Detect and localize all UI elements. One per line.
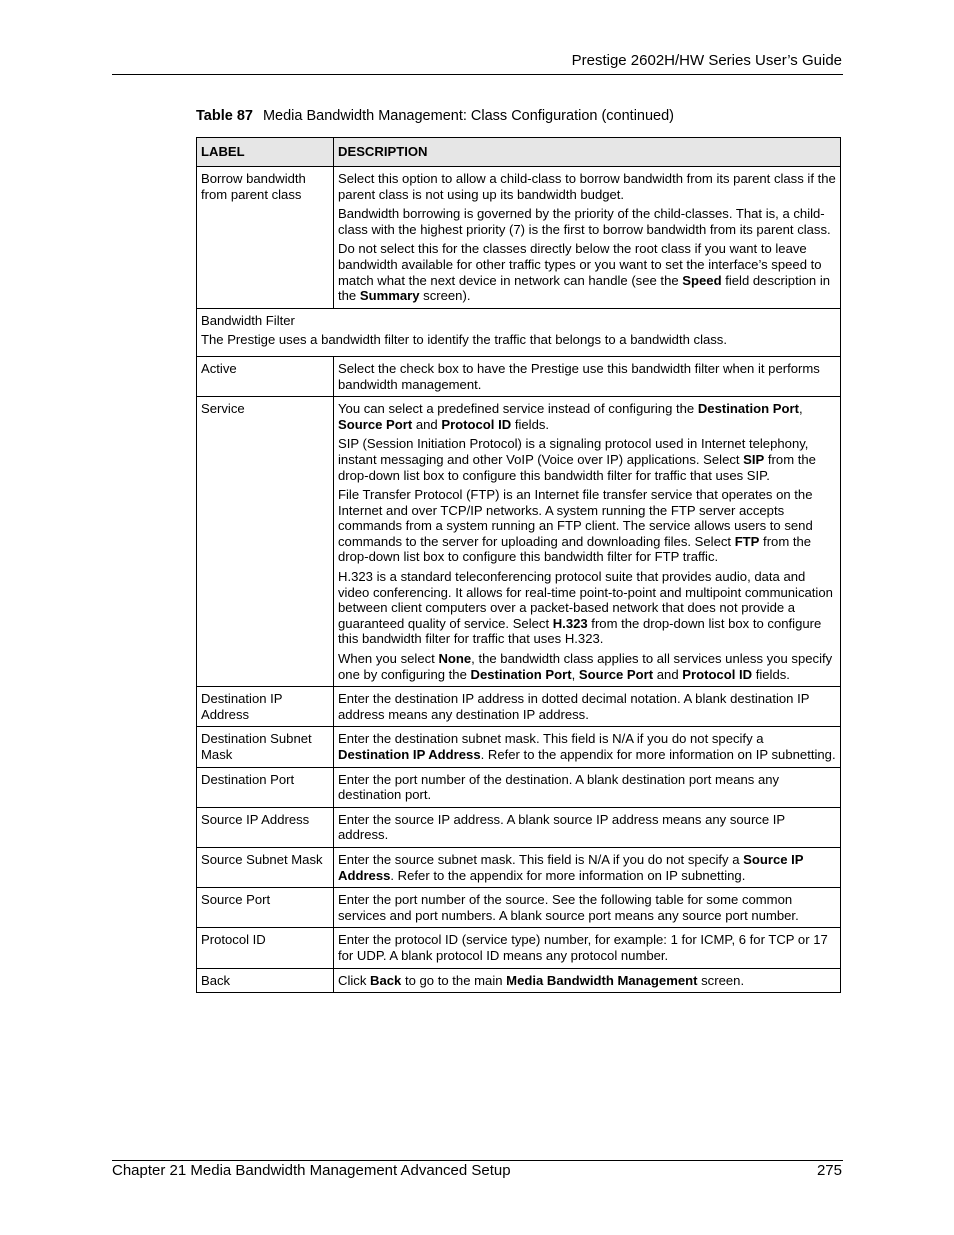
table-number: Table 87 bbox=[196, 108, 253, 124]
text-run: . Refer to the appendix for more information on IP subnetting. bbox=[480, 747, 836, 762]
text-run: to go to the main bbox=[401, 972, 507, 988]
table-header-row bbox=[197, 138, 841, 167]
table-row bbox=[197, 727, 841, 767]
text-run: You can select a predefined service instead of configuring the bbox=[338, 401, 698, 417]
text-run: SIP (Session Initiation Protocol) is a signaling protocol used in Internet telephony, instant messaging and other VoIP (Voice over IP) applications. Select bbox=[338, 436, 809, 467]
row-label: Destination IP Address bbox=[197, 687, 334, 727]
row-label: Source IP Address bbox=[197, 807, 334, 847]
text-run: and bbox=[653, 666, 683, 682]
row-label: Back bbox=[197, 968, 334, 993]
row-description: Enter the port number of the destination. A blank destination port means any destination port. bbox=[334, 767, 841, 807]
bold-term: Source Port bbox=[578, 666, 654, 682]
row-label: Active bbox=[197, 356, 334, 396]
text-run: Click bbox=[338, 972, 371, 988]
text-run: fields. bbox=[752, 666, 790, 682]
text-run: , the bandwidth class applies to all services unless you specify one by configuring the bbox=[338, 651, 833, 682]
row-label: Source Port bbox=[197, 888, 334, 928]
description-paragraph bbox=[338, 487, 836, 565]
text-run: When you select bbox=[338, 651, 439, 667]
bold-term: Destination Port bbox=[697, 401, 799, 417]
bold-term: Source IP Address bbox=[338, 851, 804, 883]
bold-term: Speed bbox=[682, 272, 722, 288]
text-run: screen). bbox=[419, 288, 471, 304]
column-header-description: DESCRIPTION bbox=[334, 138, 841, 167]
table-row-section bbox=[197, 308, 841, 356]
footer-chapter: Chapter 21 Media Bandwidth Management Advanced Setup bbox=[112, 1162, 511, 1179]
row-description bbox=[334, 847, 841, 887]
description-paragraph bbox=[338, 241, 836, 303]
table-row bbox=[197, 397, 841, 687]
bandwidth-filter-section bbox=[197, 308, 841, 356]
table-title: Media Bandwidth Management: Class Configuration (continued) bbox=[262, 108, 675, 124]
footer-rule bbox=[112, 1160, 843, 1161]
row-description: Enter the destination IP address in dotted decimal notation. A blank destination IP address means any destination IP address. bbox=[334, 687, 841, 727]
row-label: Source Subnet Mask bbox=[197, 847, 334, 887]
description-paragraph bbox=[338, 401, 836, 432]
text-run: fields. bbox=[511, 416, 550, 432]
table-row bbox=[197, 767, 841, 807]
description-paragraph bbox=[338, 569, 836, 647]
table-row bbox=[197, 928, 841, 968]
class-config-table bbox=[196, 137, 841, 993]
text-run: File Transfer Protocol (FTP) is an Internet file transfer service that operates on the Internet and over TCP/IP networks. A system running the FTP server accepts commands from a system running an FTP client. The service allows users to send commands to the server for uploading and downloading files. Select bbox=[338, 487, 813, 549]
bold-term: Destination IP Address bbox=[338, 747, 481, 762]
table-caption bbox=[196, 108, 674, 124]
text-run: H.323 is a standard teleconferencing protocol suite that provides audio, data and video conferencing. It allows for real-time point-to-point and multipoint communication between client computers over a packet-based network that does not provide a guaranteed quality of service. Select bbox=[338, 569, 833, 631]
text-run: . Refer to the appendix for more information on IP subnetting. bbox=[390, 867, 746, 883]
description-paragraph: Bandwidth borrowing is governed by the priority of the child-classes. That is, a child-class with the highest priority (7) is the first to borrow bandwidth from its parent class. bbox=[338, 206, 831, 237]
section-description: The Prestige uses a bandwidth filter to identify the traffic that belongs to a bandwidth class. bbox=[201, 332, 727, 348]
text-run: Enter the source subnet mask. This field is N/A if you do not specify a bbox=[338, 851, 744, 867]
row-label: Borrow bandwidth from parent class bbox=[197, 167, 334, 309]
bold-term: Media Bandwidth Management bbox=[506, 972, 698, 988]
text-run: and bbox=[412, 416, 442, 432]
description-paragraph bbox=[338, 436, 836, 483]
row-label: Destination Port bbox=[197, 767, 334, 807]
header-rule bbox=[112, 74, 843, 75]
bold-term: None bbox=[438, 651, 472, 667]
row-description bbox=[334, 167, 841, 309]
running-header: Prestige 2602H/HW Series User’s Guide bbox=[571, 52, 842, 69]
bold-term: Summary bbox=[359, 288, 420, 304]
description-paragraph bbox=[338, 651, 836, 682]
bold-term: H.323 bbox=[552, 615, 588, 631]
section-title: Bandwidth Filter bbox=[201, 312, 295, 328]
text-run: field description in the bbox=[338, 272, 831, 304]
row-label: Service bbox=[197, 397, 334, 687]
table-row bbox=[197, 356, 841, 396]
table-row bbox=[197, 687, 841, 727]
table-row bbox=[197, 167, 841, 309]
text-run: screen. bbox=[697, 972, 745, 988]
row-label: Destination Subnet Mask bbox=[197, 727, 334, 767]
text-run: , bbox=[571, 666, 579, 682]
table-row bbox=[197, 807, 841, 847]
text-run: Enter the destination subnet mask. This field is N/A if you do not specify a bbox=[338, 731, 764, 747]
bold-term: Source Port bbox=[338, 416, 413, 432]
table-row bbox=[197, 847, 841, 887]
table-row bbox=[197, 888, 841, 928]
row-description: Enter the protocol ID (service type) number, for example: 1 for ICMP, 6 for TCP or 17 for UDP. A blank protocol ID means any protocol number. bbox=[334, 928, 841, 968]
bold-term: FTP bbox=[734, 533, 760, 549]
row-description: Enter the source IP address. A blank source IP address means any source IP address. bbox=[334, 807, 841, 847]
table-row bbox=[197, 968, 841, 993]
text-run: Do not select this for the classes directly below the root class if you want to leave bandwidth available for other traffic types or you want to set the interface’s speed to match what the next device in network can handle (see the bbox=[338, 241, 822, 288]
row-description bbox=[334, 968, 841, 993]
bold-term: Destination Port bbox=[470, 666, 572, 682]
bold-term: Back bbox=[370, 972, 402, 988]
bold-term: SIP bbox=[743, 451, 765, 467]
text-run: from the drop-down list box to configure this bandwidth filter for traffic that uses SIP. bbox=[338, 451, 816, 483]
description-paragraph: Select this option to allow a child-class to borrow bandwidth from its parent class if the parent class is not using up its bandwidth budget. bbox=[338, 171, 836, 202]
column-header-label: LABEL bbox=[197, 138, 334, 167]
text-run: , bbox=[798, 401, 803, 417]
text-run: from the drop-down list box to configure this bandwidth filter for FTP traffic. bbox=[338, 533, 812, 565]
bold-term: Protocol ID bbox=[441, 416, 512, 432]
row-description bbox=[334, 397, 841, 687]
bold-term: Protocol ID bbox=[682, 666, 753, 682]
row-label: Protocol ID bbox=[197, 928, 334, 968]
page-number: 275 bbox=[816, 1162, 842, 1179]
row-description: Select the check box to have the Prestige use this bandwidth filter when it performs bandwidth management. bbox=[334, 356, 841, 396]
text-run: from the drop-down list box to configure this bandwidth filter for traffic that uses H.323. bbox=[338, 615, 822, 647]
row-description bbox=[334, 727, 841, 767]
row-description: Enter the port number of the source. See the following table for some common services and port numbers. A blank source port means any source port number. bbox=[334, 888, 841, 928]
